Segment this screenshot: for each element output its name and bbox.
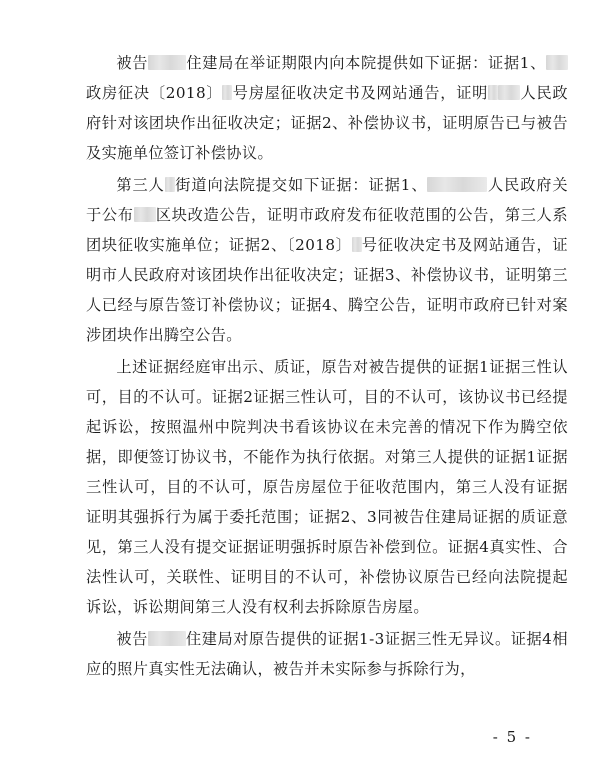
redaction-mark <box>352 237 362 252</box>
text-run: 区块改造公告，证明市政府发布征收范围的公告，第三人系团块征收实施单位；证据2、〔2018〕 <box>86 206 568 254</box>
text-run: 被告 <box>116 630 148 648</box>
redaction-mark <box>498 85 520 100</box>
text-run: 街道向法院提交如下证据：证据1、 <box>174 176 428 194</box>
redaction-mark <box>222 85 232 100</box>
text-run: 政房征决〔2018〕 <box>86 84 223 102</box>
redaction-mark <box>427 177 487 192</box>
text-run: 号房屋征收决定书及网站通告，证明 <box>232 84 489 102</box>
text-run: 住建局对原告提供的证据1-3证据三性无异议。证据4相应的照片真实性无法确认，被告并未实际参与拆除行为， <box>86 630 568 678</box>
paragraph-cross-examination <box>86 352 568 622</box>
redaction-mark <box>488 85 498 100</box>
paragraph-third-party-evidence <box>86 170 568 350</box>
paragraph-defendant-response <box>86 624 568 684</box>
text-run: 号征收决定书及网站通告，证明市人民政府对该团块作出征收决定；证据3、补偿协议书，证明第三人已经与原告签订补偿协议；证据4、腾空公告，证明市政府已针对案涉团块作出腾空公告。 <box>86 236 568 344</box>
redaction-mark <box>546 55 568 70</box>
text-run: 住建局在举证期限内向本院提供如下证据：证据1、 <box>186 54 546 72</box>
text-run: 上述证据经庭审出示、质证，原告对被告提供的证据1证据三性认可，目的不认可。证据2证据三性认可，目的不认可，该协议书已经提起诉讼，按照温州中院判决书看该协议在未完善的情况下作为腾空依据，即便签订协议书，不能作为执行依据。对第三人提供的证据1证据三性认可，目的不认可，原告房屋位于征收范围内，第三人没有证据证明其强拆行为属于委托范围；证据2、3同被告住建局证据的质证意见，第三人没有提交证据证明强拆时原告补偿到位。证据4真实性、合法性认可，关联性、证明目的不认可，补偿协议原告已经向法院提起诉讼，诉讼期间第三人没有权利去拆除原告房屋。 <box>86 358 568 616</box>
text-run: 人民政府关于公布 <box>86 176 568 224</box>
text-run: 第三人 <box>116 176 165 194</box>
redaction-mark <box>165 177 175 192</box>
redaction-mark <box>134 207 156 222</box>
text-run: 被告 <box>116 54 149 72</box>
redaction-mark <box>148 55 186 70</box>
page-number: - 5 - <box>492 728 532 746</box>
text-run: 人民政府针对该团块作出征收决定；证据2、补偿协议书，证明原告已与被告及实施单位签订补偿协议。 <box>86 84 569 162</box>
redaction-mark <box>148 631 186 646</box>
paragraph-defendant-evidence <box>86 48 568 168</box>
document-body <box>86 48 568 686</box>
